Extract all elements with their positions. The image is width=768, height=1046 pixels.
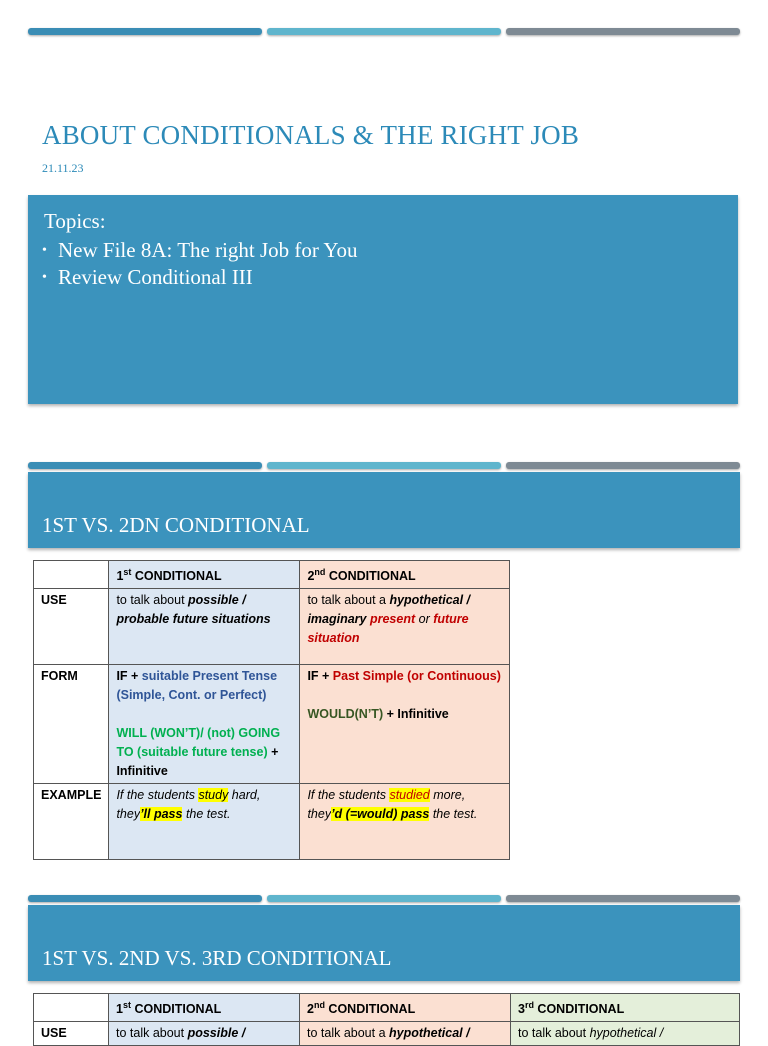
example-1st-cell: If the students study hard, they’ll pass the test. [109, 784, 300, 860]
header-1st-conditional: 1st CONDITIONAL [109, 994, 300, 1022]
decor-bar-gray [506, 895, 740, 902]
header-1st-conditional: 1st CONDITIONAL [109, 561, 300, 589]
table-header-row [34, 561, 510, 589]
row-label-form: FORM [34, 665, 109, 784]
table-row [34, 784, 510, 860]
slide3-title: 1ST VS. 2ND VS. 3RD CONDITIONAL [42, 946, 392, 970]
conditionals-table-1-2 [33, 560, 510, 860]
decor-bar-gray [506, 28, 740, 35]
slide2-title-band [28, 472, 740, 548]
header-2nd-conditional: 2nd CONDITIONAL [300, 561, 510, 589]
slide3-decor-bars [28, 895, 740, 903]
example-2nd-cell: If the students studied more, they’d (=would) pass the test. [300, 784, 510, 860]
conditionals-table-1-2-3 [33, 993, 740, 1046]
bullet-icon: • [42, 270, 47, 285]
form-1st-cell: IF + suitable Present Tense (Simple, Cont. or Perfect) WILL (WON’T)/ (not) GOING TO (suitable future tense) + Infinitive [109, 665, 300, 784]
header-3rd-conditional: 3rd CONDITIONAL [511, 994, 740, 1022]
topics-heading: Topics: [44, 209, 106, 233]
bullet-icon: • [42, 243, 47, 258]
slide2-decor-bars [28, 462, 740, 470]
use-3rd-cell: to talk about hypothetical / [511, 1022, 740, 1046]
row-label-use: USE [34, 589, 109, 665]
table-corner-cell [34, 561, 109, 589]
decor-bar-teal [267, 895, 501, 902]
table-row [34, 665, 510, 784]
decor-bar-blue [28, 462, 262, 469]
use-2nd-cell: to talk about a hypothetical / [300, 1022, 511, 1046]
table-row [34, 1022, 740, 1046]
decor-bar-teal [267, 28, 501, 35]
header-2nd-conditional: 2nd CONDITIONAL [300, 994, 511, 1022]
decor-bar-teal [267, 462, 501, 469]
use-2nd-cell: to talk about a hypothetical / imaginary present or future situation [300, 589, 510, 665]
topics-box [28, 195, 738, 404]
row-label-use: USE [34, 1022, 109, 1046]
topic-text: Review Conditional III [58, 265, 253, 289]
use-1st-cell: to talk about possible / probable future situations [109, 589, 300, 665]
decor-bar-gray [506, 462, 740, 469]
table-corner-cell [34, 994, 109, 1022]
list-item [42, 237, 357, 264]
decor-bar-blue [28, 28, 262, 35]
decor-bar-blue [28, 895, 262, 902]
slide1-decor-bars [28, 28, 740, 36]
slide2-title: 1ST VS. 2DN CONDITIONAL [42, 513, 310, 537]
slide1-date: 21.11.23 [42, 161, 84, 175]
use-1st-cell: to talk about possible / [109, 1022, 300, 1046]
slide3-title-band [28, 905, 740, 981]
table-row [34, 589, 510, 665]
slide1-title: ABOUT CONDITIONALS & THE RIGHT JOB [42, 120, 580, 150]
row-label-example: EXAMPLE [34, 784, 109, 860]
list-item [42, 264, 357, 291]
table-header-row [34, 994, 740, 1022]
topic-text: New File 8A: The right Job for You [58, 238, 358, 262]
topics-list [42, 237, 357, 291]
form-2nd-cell: IF + Past Simple (or Continuous) WOULD(N’T) + Infinitive [300, 665, 510, 784]
